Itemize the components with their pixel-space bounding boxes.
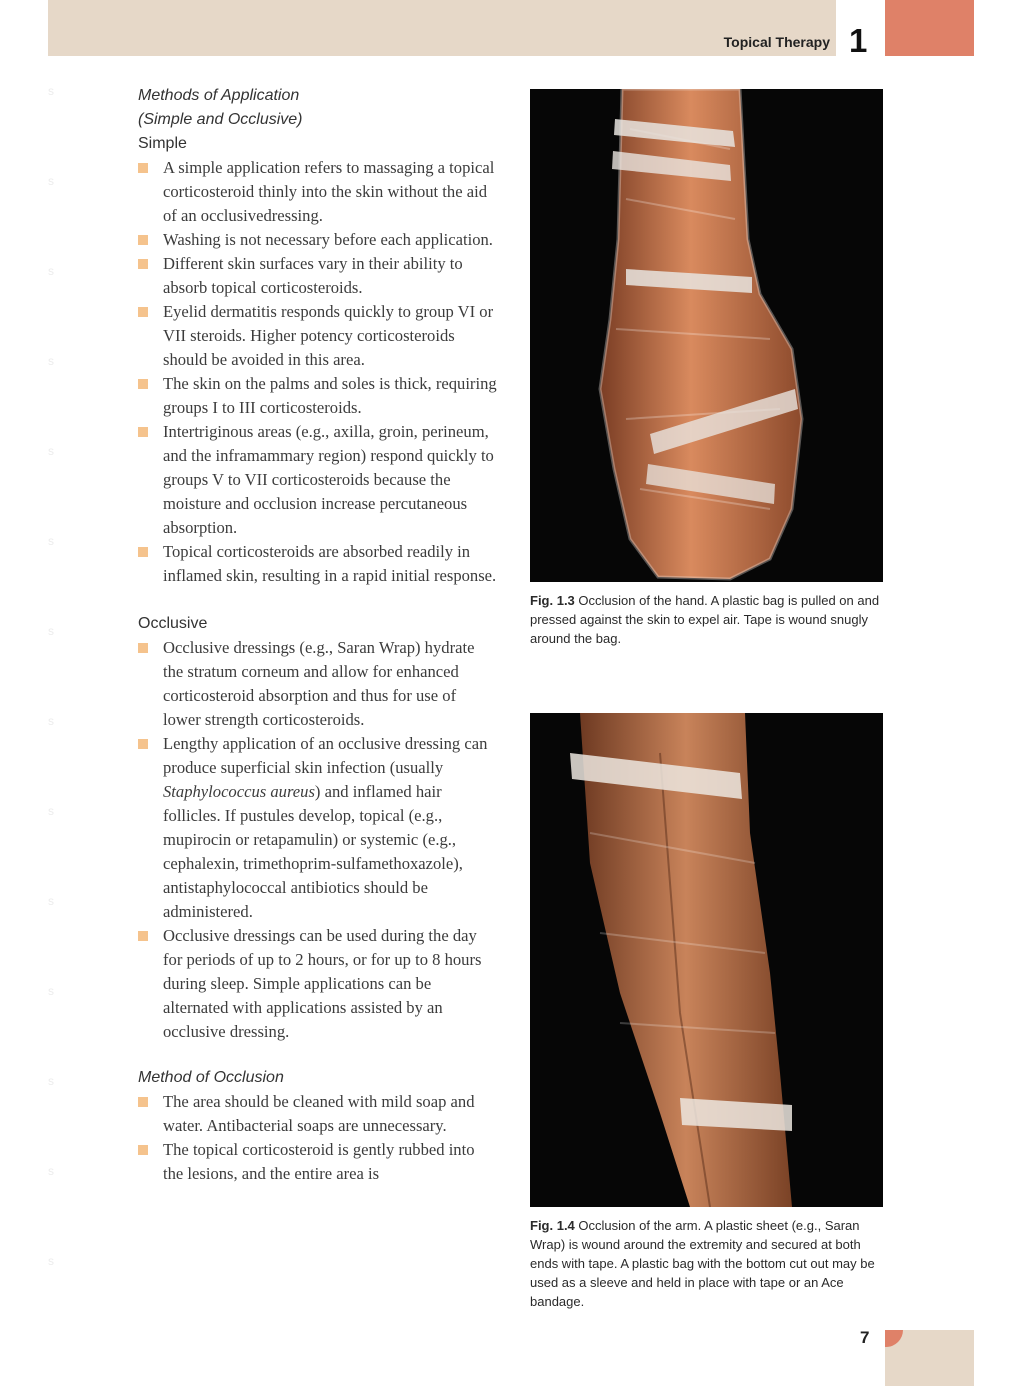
figure-1-3-label: Fig. 1.3: [530, 593, 575, 608]
bullet-square-icon: [138, 427, 148, 437]
list-item-text: Occlusive dressings (e.g., Saran Wrap) hydrate the stratum corneum and allow for enhanced corticosteroid absorption and thus for use of lower strength corticosteroids.: [163, 638, 475, 729]
list-item-text: A simple application refers to massaging a topical corticosteroid thinly into the skin without the aid of an occlusivedressing.: [163, 158, 495, 225]
bullet-square-icon: [138, 379, 148, 389]
margin-mark: s: [48, 354, 54, 368]
list-item: [138, 1138, 498, 1186]
margin-mark: s: [48, 1254, 54, 1268]
bullet-square-icon: [138, 547, 148, 557]
simple-bullet-list: [138, 156, 498, 588]
margin-mark: s: [48, 624, 54, 638]
list-item-text: Different skin surfaces vary in their ability to absorb topical corticosteroids.: [163, 254, 463, 297]
list-item-text: Lengthy application of an occlusive dressing can produce superficial skin infection (usually: [163, 734, 488, 777]
hand-occlusion-illustration: [530, 89, 883, 582]
list-item: [138, 732, 498, 924]
chapter-accent-tab: [885, 0, 974, 56]
chapter-header-band: [48, 0, 836, 56]
chapter-title: Topical Therapy: [723, 34, 830, 50]
bullet-square-icon: [138, 739, 148, 749]
bullet-square-icon: [138, 643, 148, 653]
list-item-text: Eyelid dermatitis responds quickly to group VI or VII steroids. Higher potency corticosteroids should be avoided in this area.: [163, 302, 494, 369]
list-item: [138, 636, 498, 732]
figure-1-4-caption: [530, 1216, 883, 1311]
bullet-square-icon: [138, 259, 148, 269]
list-item-text: The area should be cleaned with mild soap and water. Antibacterial soaps are unnecessary.: [163, 1092, 475, 1135]
section-heading-methods: Methods of Application: [138, 87, 300, 104]
subheading-occlusive: Occlusive: [138, 615, 208, 632]
bullet-square-icon: [138, 1097, 148, 1107]
list-item: [138, 228, 498, 252]
list-item-text: ) and inflamed hair follicles. If pustules develop, topical (e.g., mupirocin or retapamulin) or systemic (e.g., cephalexin, trimethoprim-sulfamethoxazole), antistaphylococcal antibiotics should be administered.: [163, 782, 463, 921]
page-number: 7: [860, 1328, 870, 1347]
main-text-column: [138, 84, 498, 1186]
italic-term: Staphylococcus aureus: [163, 782, 315, 801]
method-occlusion-bullet-list: [138, 1090, 498, 1186]
list-item-text: Occlusive dressings can be used during the day for periods of up to 2 hours, or for up to 8 hours during sleep. Simple applications can be alternated with applications assisted by an occlusive dressing.: [163, 926, 482, 1041]
subheading-method-of-occlusion: Method of Occlusion: [138, 1069, 284, 1086]
bullet-square-icon: [138, 235, 148, 245]
margin-mark: s: [48, 984, 54, 998]
figure-1-4-label: Fig. 1.4: [530, 1218, 575, 1233]
list-item: [138, 252, 498, 300]
margin-mark: s: [48, 1074, 54, 1088]
list-item-text: Topical corticosteroids are absorbed readily in inflamed skin, resulting in a rapid initial response.: [163, 542, 497, 585]
list-item: [138, 372, 498, 420]
margin-mark: s: [48, 444, 54, 458]
margin-mark: s: [48, 714, 54, 728]
figure-1-3-text: Occlusion of the hand. A plastic bag is pulled on and pressed against the skin to expel air. Tape is wound snugly around the bag.: [530, 593, 880, 646]
bullet-square-icon: [138, 163, 148, 173]
margin-mark: s: [48, 534, 54, 548]
list-item: [138, 300, 498, 372]
margin-mark: s: [48, 264, 54, 278]
list-item-text: The skin on the palms and soles is thick, requiring groups I to III corticosteroids.: [163, 374, 497, 417]
margin-mark: s: [48, 1164, 54, 1178]
list-item-text: Washing is not necessary before each application.: [163, 230, 493, 249]
arm-occlusion-photo: [530, 713, 883, 1207]
subheading-simple: Simple: [138, 135, 187, 152]
chapter-number: 1: [849, 22, 868, 59]
list-item: [138, 540, 498, 588]
margin-mark: s: [48, 894, 54, 908]
bullet-square-icon: [138, 307, 148, 317]
list-item-text: Intertriginous areas (e.g., axilla, groin, perineum, and the inframammary region) respond quickly to groups V to VII corticosteroids because the moisture and occlusion increase percutaneous absorption.: [163, 422, 494, 537]
list-item: [138, 156, 498, 228]
margin-mark: s: [48, 84, 54, 98]
list-item: [138, 924, 498, 1044]
bullet-square-icon: [138, 1145, 148, 1155]
list-item: [138, 420, 498, 540]
margin-mark: s: [48, 174, 54, 188]
arm-occlusion-illustration: [530, 713, 883, 1207]
hand-occlusion-photo: [530, 89, 883, 582]
occlusive-bullet-list: [138, 636, 498, 1044]
bullet-square-icon: [138, 931, 148, 941]
figure-1-3-caption: [530, 591, 883, 648]
figure-1-4-text: Occlusion of the arm. A plastic sheet (e.g., Saran Wrap) is wound around the extremity and secured at both ends with tape. A plastic bag with the bottom cut out may be used as a sleeve and held in place with tape or an Ace bandage.: [530, 1218, 875, 1309]
figure-1-3: [530, 89, 883, 648]
list-item-text: The topical corticosteroid is gently rubbed into the lesions, and the entire area is: [163, 1140, 475, 1183]
section-heading-methods-sub: (Simple and Occlusive): [138, 111, 303, 128]
list-item: [138, 1090, 498, 1138]
figure-1-4: [530, 713, 883, 1311]
margin-mark: s: [48, 804, 54, 818]
